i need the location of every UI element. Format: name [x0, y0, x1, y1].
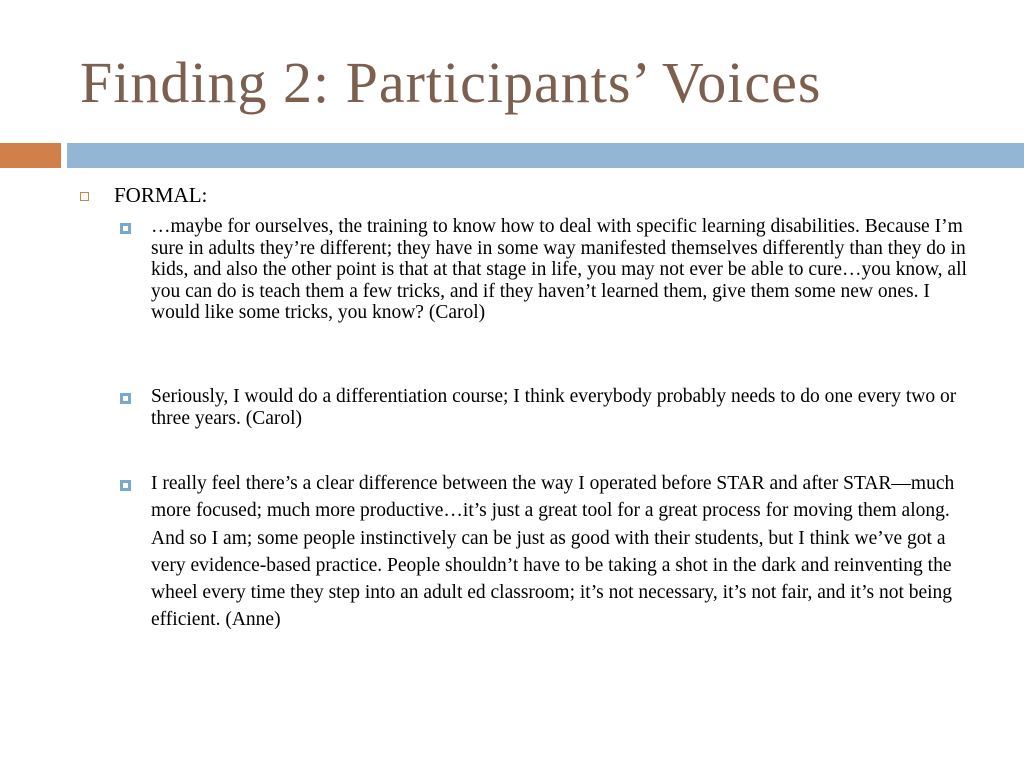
square-bullet-icon [120, 223, 131, 234]
hollow-square-bullet-icon [80, 192, 89, 201]
formal-heading-row [80, 182, 980, 208]
slide-title: Finding 2: Participants’ Voices [80, 50, 822, 115]
quote-text-anne-star: I really feel there’s a clear difference between the way I operated before STAR and after STAR—much more focused; much more productive…it’s just a great tool for a great process for moving them along. And so I am; some people instinctively can be just as good with their students, but I think we’ve got a very evidence-based practice. People shouldn’t have to be taking a shot in the dark and reinventing the wheel every time they step into an adult ed classroom; it’s not necessary, it’s not fair, and it’s not being efficient. (Anne) [151, 473, 955, 631]
accent-bar [0, 143, 61, 168]
quote-item [120, 216, 980, 324]
quote-item [120, 470, 980, 634]
square-bullet-icon [120, 393, 131, 404]
formal-heading: FORMAL: [114, 183, 208, 207]
quote-item [120, 386, 980, 429]
quote-text-carol-training: …maybe for ourselves, the training to know how to deal with specific learning disabilities. Because I’m sure in adults they’re different; they have in some way manifested themselves differently than they do in kids, and also the other point is that at that stage in life, you may not ever be able to cure…you know, all you can do is teach them a few tricks, and if they haven’t learned them, give them some new ones. I would like some tricks, you know? (Carol) [151, 216, 967, 323]
square-bullet-icon [120, 480, 131, 491]
title-rule-bar [67, 143, 1024, 168]
quote-text-carol-differentiation: Seriously, I would do a differentiation course; I think everybody probably needs to do one every two or three years. (Carol) [151, 386, 957, 429]
